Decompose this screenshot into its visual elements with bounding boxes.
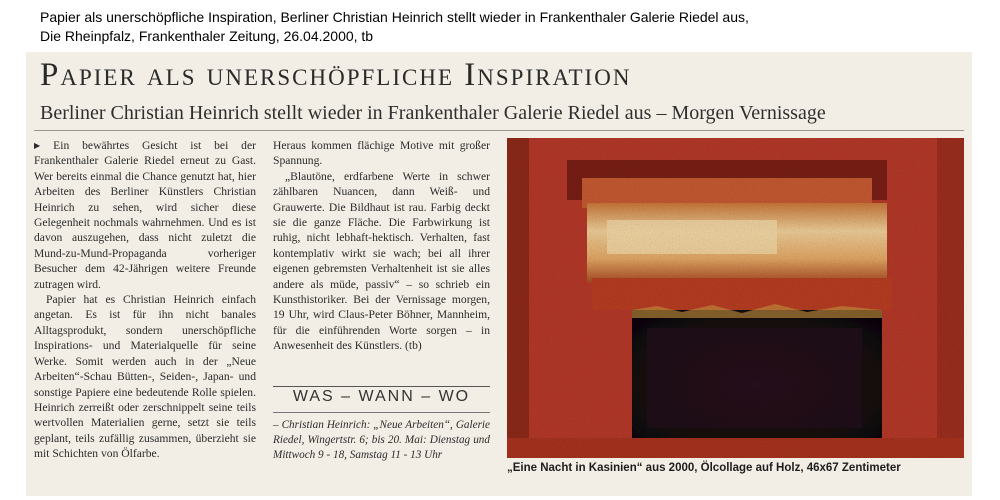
artwork-image <box>507 138 964 458</box>
info-box <box>273 418 490 464</box>
info-box-title: WAS – WANN – WO <box>292 388 471 405</box>
article-column-2 <box>273 138 490 354</box>
article-subheadline: Berliner Christian Heinrich stellt wieder in Frankenthaler Galerie Riedel aus – Morgen Vernissage <box>40 102 826 124</box>
triangle-marker-icon: ▶ <box>34 141 51 150</box>
paragraph: „Blautöne, erdfarbene Werte in schwer zählbaren Nuancen, dann Weiß- und Grauwerte. Die Bildhaut ist rau. Farbig deckt sie die ganze Fläche. Die Farbwirkung ist ruhig, nicht lebhaft-hektisch. Verhalten, fast kontemplativ wirkt sie wach; bei all ihrer eigenen gebremsten Verhaltenheit ist sie alles andere als müde, passiv“ – so schrieb ein Kunsthistoriker. Bei der Vernissage morgen, 19 Uhr, wird Claus-Peter Böhner, Mannheim, für die einführenden Worte sorgen – in Anwesenheit des Künstlers. (tb) <box>273 169 490 353</box>
paragraph: Papier hat es Christian Heinrich einfach angetan. Es ist für ihn nicht banales Alltagsprodukt, sondern unerschöpfliche Inspirations- und Materialquelle für seine Werke. Somit werden auch in der „Neue Arbeiten“-Schau Bütten-, Seiden-, Japan- und sonstige Papiere eine bedeutende Rolle spielen. Heinrich zerreißt oder zerschnippelt seine teils wertvollen Materialien gerne, setzt sie teils geplant, teils zufällig zusammen, überzieht sie mit Schichten von Ölfarbe. <box>34 293 256 461</box>
art-red-mid-band <box>592 278 892 310</box>
art-left-edge <box>507 138 529 458</box>
paragraph-text: Ein bewährtes Gesicht ist bei der Frankenthaler Galerie Riedel erneut zu Gast. Wer bereits einmal die Chance genutzt hat, hier Arbeiten des Berliner Künstlers Christian Heinrich zu sehen, wird sicher diese Gelegenheit nochmals wahrnehmen. Und es ist davon auszugehen, dass nicht zuletzt die Mund-zu-Mund-Propaganda vorheriger Besucher dem 42-Jährigen weitere Freunde zutragen wird. <box>34 139 256 291</box>
paragraph: Heraus kommen flächige Motive mit großer Spannung. <box>273 139 490 168</box>
header-divider <box>34 130 964 131</box>
art-lower-red <box>507 438 964 458</box>
caption-line-1: Papier als unerschöpfliche Inspiration, Berliner Christian Heinrich stellt wieder in Frankenthaler Galerie Riedel aus, <box>40 9 749 25</box>
art-sand-highlight <box>607 220 777 254</box>
info-box-top-rule <box>273 386 490 387</box>
article-column-1 <box>34 138 256 462</box>
article-headline: Papier als unerschöpfliche Inspiration <box>40 57 632 93</box>
art-right-edge <box>937 138 964 458</box>
info-box-bottom-rule <box>273 412 490 413</box>
art-night-texture <box>647 328 862 428</box>
info-box-text: – Christian Heinrich: „Neue Arbeiten“, Galerie Riedel, Wingertstr. 6; bis 20. Mai: Dienstag und Mittwoch 9 - 18, Samstag 11 - 13 Uhr <box>273 419 490 462</box>
document-caption <box>40 8 749 46</box>
artwork-caption: „Eine Nacht in Kasinien“ aus 2000, Ölcollage auf Holz, 46x67 Zentimeter <box>507 462 901 474</box>
paragraph <box>34 138 256 292</box>
caption-line-2: Die Rheinpfalz, Frankenthaler Zeitung, 26.04.2000, tb <box>40 28 374 44</box>
